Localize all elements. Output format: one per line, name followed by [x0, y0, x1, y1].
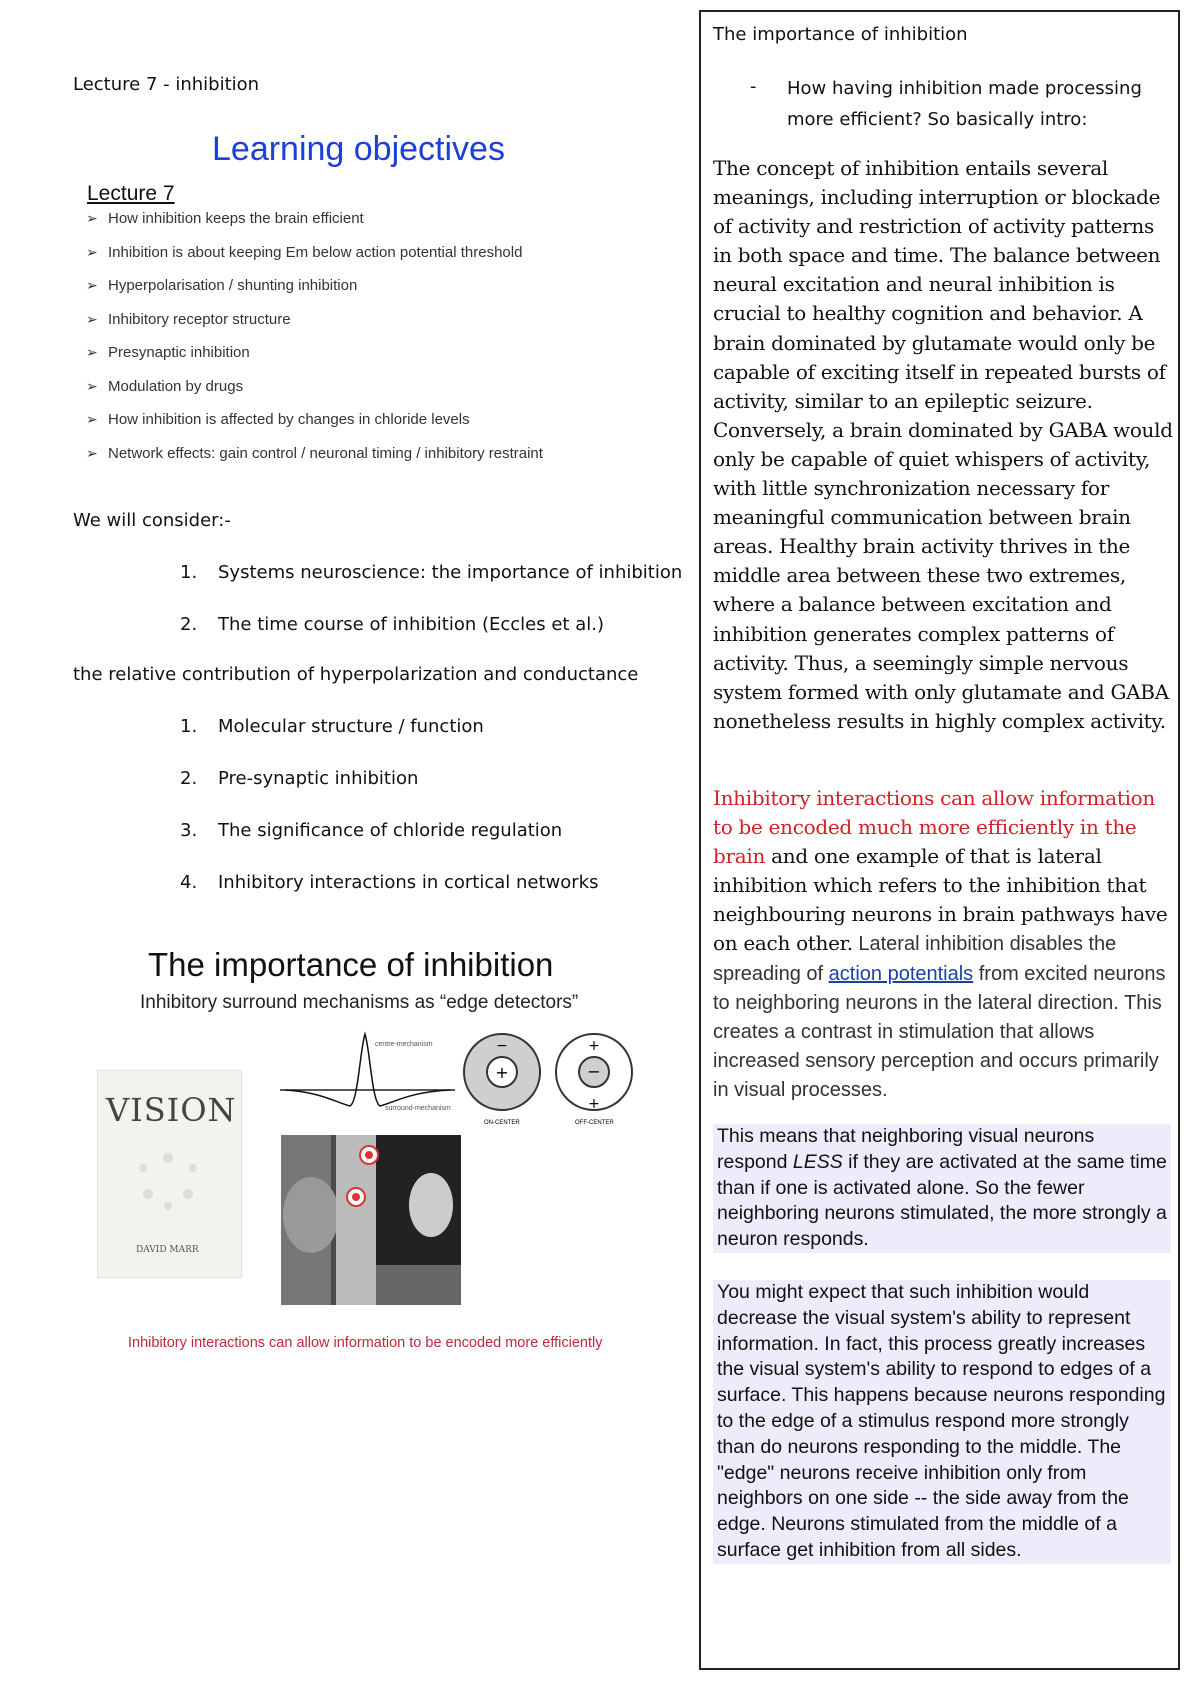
slide-importance-subtitle: Inhibitory surround mechanisms as “edge detectors”	[140, 992, 579, 1013]
notes-title: The importance of inhibition	[713, 24, 968, 45]
paragraph-edge-detection: You might expect that such inhibition would decrease the visual system's ability to represent information. In fact, this process greatly increases the visual system's ability to respond to edges of a surface. This happens because neurons responding to the edge of a stimulus respond more strongly than do neurons responding to the middle. The "edge" neurons receive inhibition only from neighbors on one side -- the side away from the edge. Neurons stimulated from the middle of a surface get inhibition from all sides.	[713, 1280, 1171, 1564]
minus-icon: −	[496, 1038, 508, 1054]
slide-caption: Inhibitory interactions can allow information to be encoded more efficiently	[128, 1335, 603, 1351]
objective-item: ➢ Hyperpolarisation / shunting inhibition	[86, 277, 358, 294]
paragraph-less-response: This means that neighboring visual neurons respond LESS if they are activated at the same time than if one is activated alone. So the fewer neighboring neurons stimulated, the more strongly a neuron responds.	[713, 1124, 1171, 1253]
arrow-bullet-icon: ➢	[86, 243, 98, 260]
learning-objectives-title: Learning objectives	[212, 130, 505, 168]
list-item: 2. Pre-synaptic inhibition	[180, 768, 419, 789]
off-center-diagram	[556, 1034, 632, 1126]
objective-item: ➢ How inhibition is affected by changes in chloride levels	[86, 411, 470, 428]
book-illusion-icon	[133, 1146, 203, 1216]
objective-item: ➢ Presynaptic inhibition	[86, 344, 250, 361]
objective-item: ➢ Network effects: gain control / neuronal timing / inhibitory restraint	[86, 444, 543, 462]
plus-icon: +	[495, 1063, 509, 1082]
slide-importance-title: The importance of inhibition	[148, 946, 554, 983]
list-item: 2. The time course of inhibition (Eccles et al.)	[180, 614, 604, 635]
arrow-bullet-icon: ➢	[86, 310, 98, 327]
paragraph-intro: The concept of inhibition entails several meanings, including interruption or blockade of activity and restriction of activity patterns in both space and time. The balance between neural excitation and neural inhibition is crucial to healthy cognition and behavior. A brain dominated by glutamate would only be capable of exciting itself in repeated bursts of activity, similar to an epileptic seizure. Conversely, a brain dominated by GABA would only be capable of quiet whispers of activity, with little synchronization necessary for meaningful communication between brain areas. Healthy brain activity thrives in the middle area between these two extremes, where a balance between excitation and inhibition generates complex patterns of activity. Thus, a seemingly simple nervous system formed with only glutamate and GABA nonetheless results in highly complex activity.	[713, 156, 1173, 733]
numbered-list-1	[180, 562, 682, 666]
arrow-bullet-icon: ➢	[86, 411, 98, 427]
vision-book-cover	[97, 1070, 242, 1278]
surround-mechanism-label: surround-mechanism	[385, 1105, 451, 1112]
book-title: VISION	[106, 1091, 237, 1129]
list-item: 3. The significance of chloride regulation	[180, 820, 563, 841]
highlight-red-text: Inhibitory interactions can allow information to be encoded much more efficiently in the brain	[713, 786, 1155, 869]
centre-mechanism-label: centre-mechanism	[375, 1041, 433, 1048]
arrow-bullet-icon: ➢	[86, 277, 98, 293]
center-surround-diagrams	[462, 1032, 642, 1128]
bullet-dash: -	[750, 76, 757, 97]
plus-icon: +	[588, 1038, 600, 1054]
list-item: 1. Systems neuroscience: the importance of inhibition	[180, 562, 683, 583]
receptive-field-graph	[280, 1030, 460, 1130]
list-item: 4. Inhibitory interactions in cortical networks	[180, 872, 599, 893]
list-item: 1. Molecular structure / function	[180, 716, 484, 737]
numbered-list-2	[180, 716, 598, 924]
on-center-label: ON-CENTER	[484, 1120, 520, 1126]
lecture-subtitle: Lecture 7	[87, 182, 175, 205]
objective-item: ➢ Modulation by drugs	[86, 377, 244, 395]
action-potentials-link[interactable]: action potentials	[828, 962, 974, 985]
arrow-bullet-icon: ➢	[86, 210, 98, 226]
on-center-diagram	[464, 1034, 540, 1126]
objective-item: ➢ How inhibition keeps the brain efficient	[86, 210, 364, 227]
illusion-photo	[281, 1135, 461, 1305]
arrow-bullet-icon: ➢	[86, 344, 98, 360]
consider-label: We will consider:-	[73, 510, 231, 531]
relative-contribution-text: the relative contribution of hyperpolarization and conductance	[73, 664, 639, 685]
objective-item: ➢ Inhibition is about keeping Em below action potential threshold	[86, 243, 523, 261]
arrow-bullet-icon: ➢	[86, 444, 98, 461]
minus-icon: −	[587, 1062, 601, 1081]
book-author: DAVID MARR	[136, 1245, 199, 1255]
objective-item: ➢ Inhibitory receptor structure	[86, 310, 291, 328]
notes-bullet: How having inhibition made processing more efficient? So basically intro:	[787, 78, 1142, 130]
paragraph-lateral-inhibition: Inhibitory interactions can allow information to be encoded much more efficiently in the brain and one example of that is lateral inhibition which refers to the inhibition that neighbouring neurons in brain pathways have on each other. Lateral inhibition disables the spreading of action potentials from excited neurons to neighboring neurons in the lateral direction. This creates a contrast in stimulation that allows increased sensory perception and occurs primarily in visual processes.	[713, 786, 1168, 1101]
off-center-label: OFF-CENTER	[575, 1120, 614, 1126]
plus-icon: +	[588, 1096, 600, 1112]
lecture-title: Lecture 7 - inhibition	[73, 74, 260, 95]
objectives-list	[86, 210, 543, 478]
arrow-bullet-icon: ➢	[86, 377, 98, 394]
